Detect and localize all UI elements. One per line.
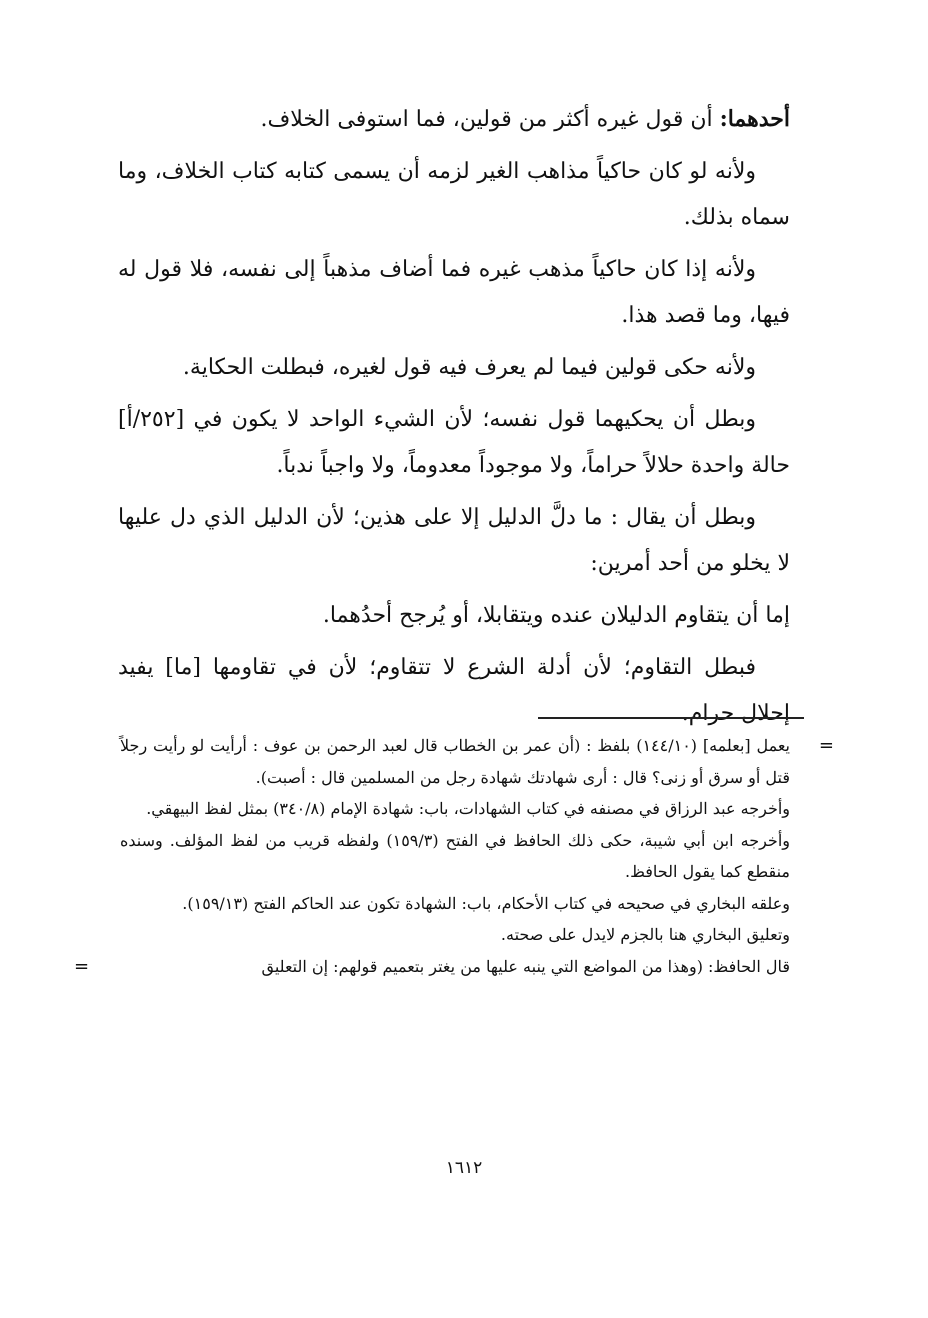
footnote-line: [74, 951, 790, 983]
main-text: [118, 96, 790, 743]
footnote-text: يعمل [بعلمه] (١٤٤/١٠) بلفظ : (أن عمر بن الخطاب قال لعبد الرحمن بن عوف : أرأيت لو رأيت رجلاً قتل أو سرق أو زنى؟ قال : أرى شهادتك شهادة رجل من المسلمين قال : أصبت).: [120, 736, 790, 787]
paragraph: إما أن يتقاوم الدليلان عنده ويتقابلا، أو يُرجح أحدُهما.: [322, 603, 790, 628]
page-number: ١٦١٢: [445, 1158, 483, 1178]
paragraph-text: أن قول غيره أكثر من قولين، فما استوفى الخلاف.: [260, 107, 720, 132]
footnote-line: [120, 730, 834, 793]
footnote-line: وأخرجه عبد الرزاق في مصنفه في كتاب الشهادات، باب: شهادة الإمام (٣٤٠/٨) بمثل لفظ البيهقي.: [146, 799, 790, 818]
paragraph: ولأنه إذا كان حاكياً مذهب غيره فما أضاف مذهباً إلى نفسه، فلا قول له فيها، وما قصد هذا.: [118, 257, 790, 328]
footnotes: [74, 730, 834, 982]
continuation-mark: =: [818, 735, 834, 756]
paragraph: وبطل أن يقال : ما دلَّ الدليل إلا على هذين؛ لأن الدليل الذي دل عليها لا يخلو من أحد أمرين:: [118, 505, 790, 576]
footnote-text: قال الحافظ: (وهذا من المواضع التي ينبه عليها من يغتر بتعميم قولهم: إن التعليق: [261, 956, 790, 976]
footnote-separator: [538, 717, 804, 719]
lead-word: أحدهما:: [719, 106, 790, 132]
paragraph: فبطل التقاوم؛ لأن أدلة الشرع لا تتقاوم؛ لأن في تقاومها [ما] يفيد إحلال حرام.: [118, 655, 790, 726]
footnote-line: وأخرجه ابن أبي شيبة، حكى ذلك الحافظ في الفتح (١٥٩/٣) ولفظه قريب من لفظ المؤلف. وسنده منقطع كما يقول الحافظ.: [120, 830, 790, 881]
paragraph: [118, 96, 790, 143]
paragraph: ولأنه لو كان حاكياً مذاهب الغير لزمه أن يسمى كتابه كتاب الخلاف، وما سماه بذلك.: [118, 159, 790, 230]
paragraph: وبطل أن يحكيهما قول نفسه؛ لأن الشيء الواحد لا يكون في [٢٥٢/أ] حالة واحدة حلالاً حراماً، ولا موجوداً معدوماً، ولا واجباً ندباً.: [118, 407, 790, 478]
continuation-mark: =: [74, 955, 90, 977]
paragraph: ولأنه حكى قولين فيما لم يعرف فيه قول لغيره، فبطلت الحكاية.: [182, 355, 756, 380]
footnote-line: وعلقه البخاري في صحيحه في كتاب الأحكام، باب: الشهادة تكون عند الحاكم الفتح (١٥٩/١٣).: [182, 893, 790, 913]
footnote-line: وتعليق البخاري هنا بالجزم لايدل على صحته.: [500, 925, 790, 944]
